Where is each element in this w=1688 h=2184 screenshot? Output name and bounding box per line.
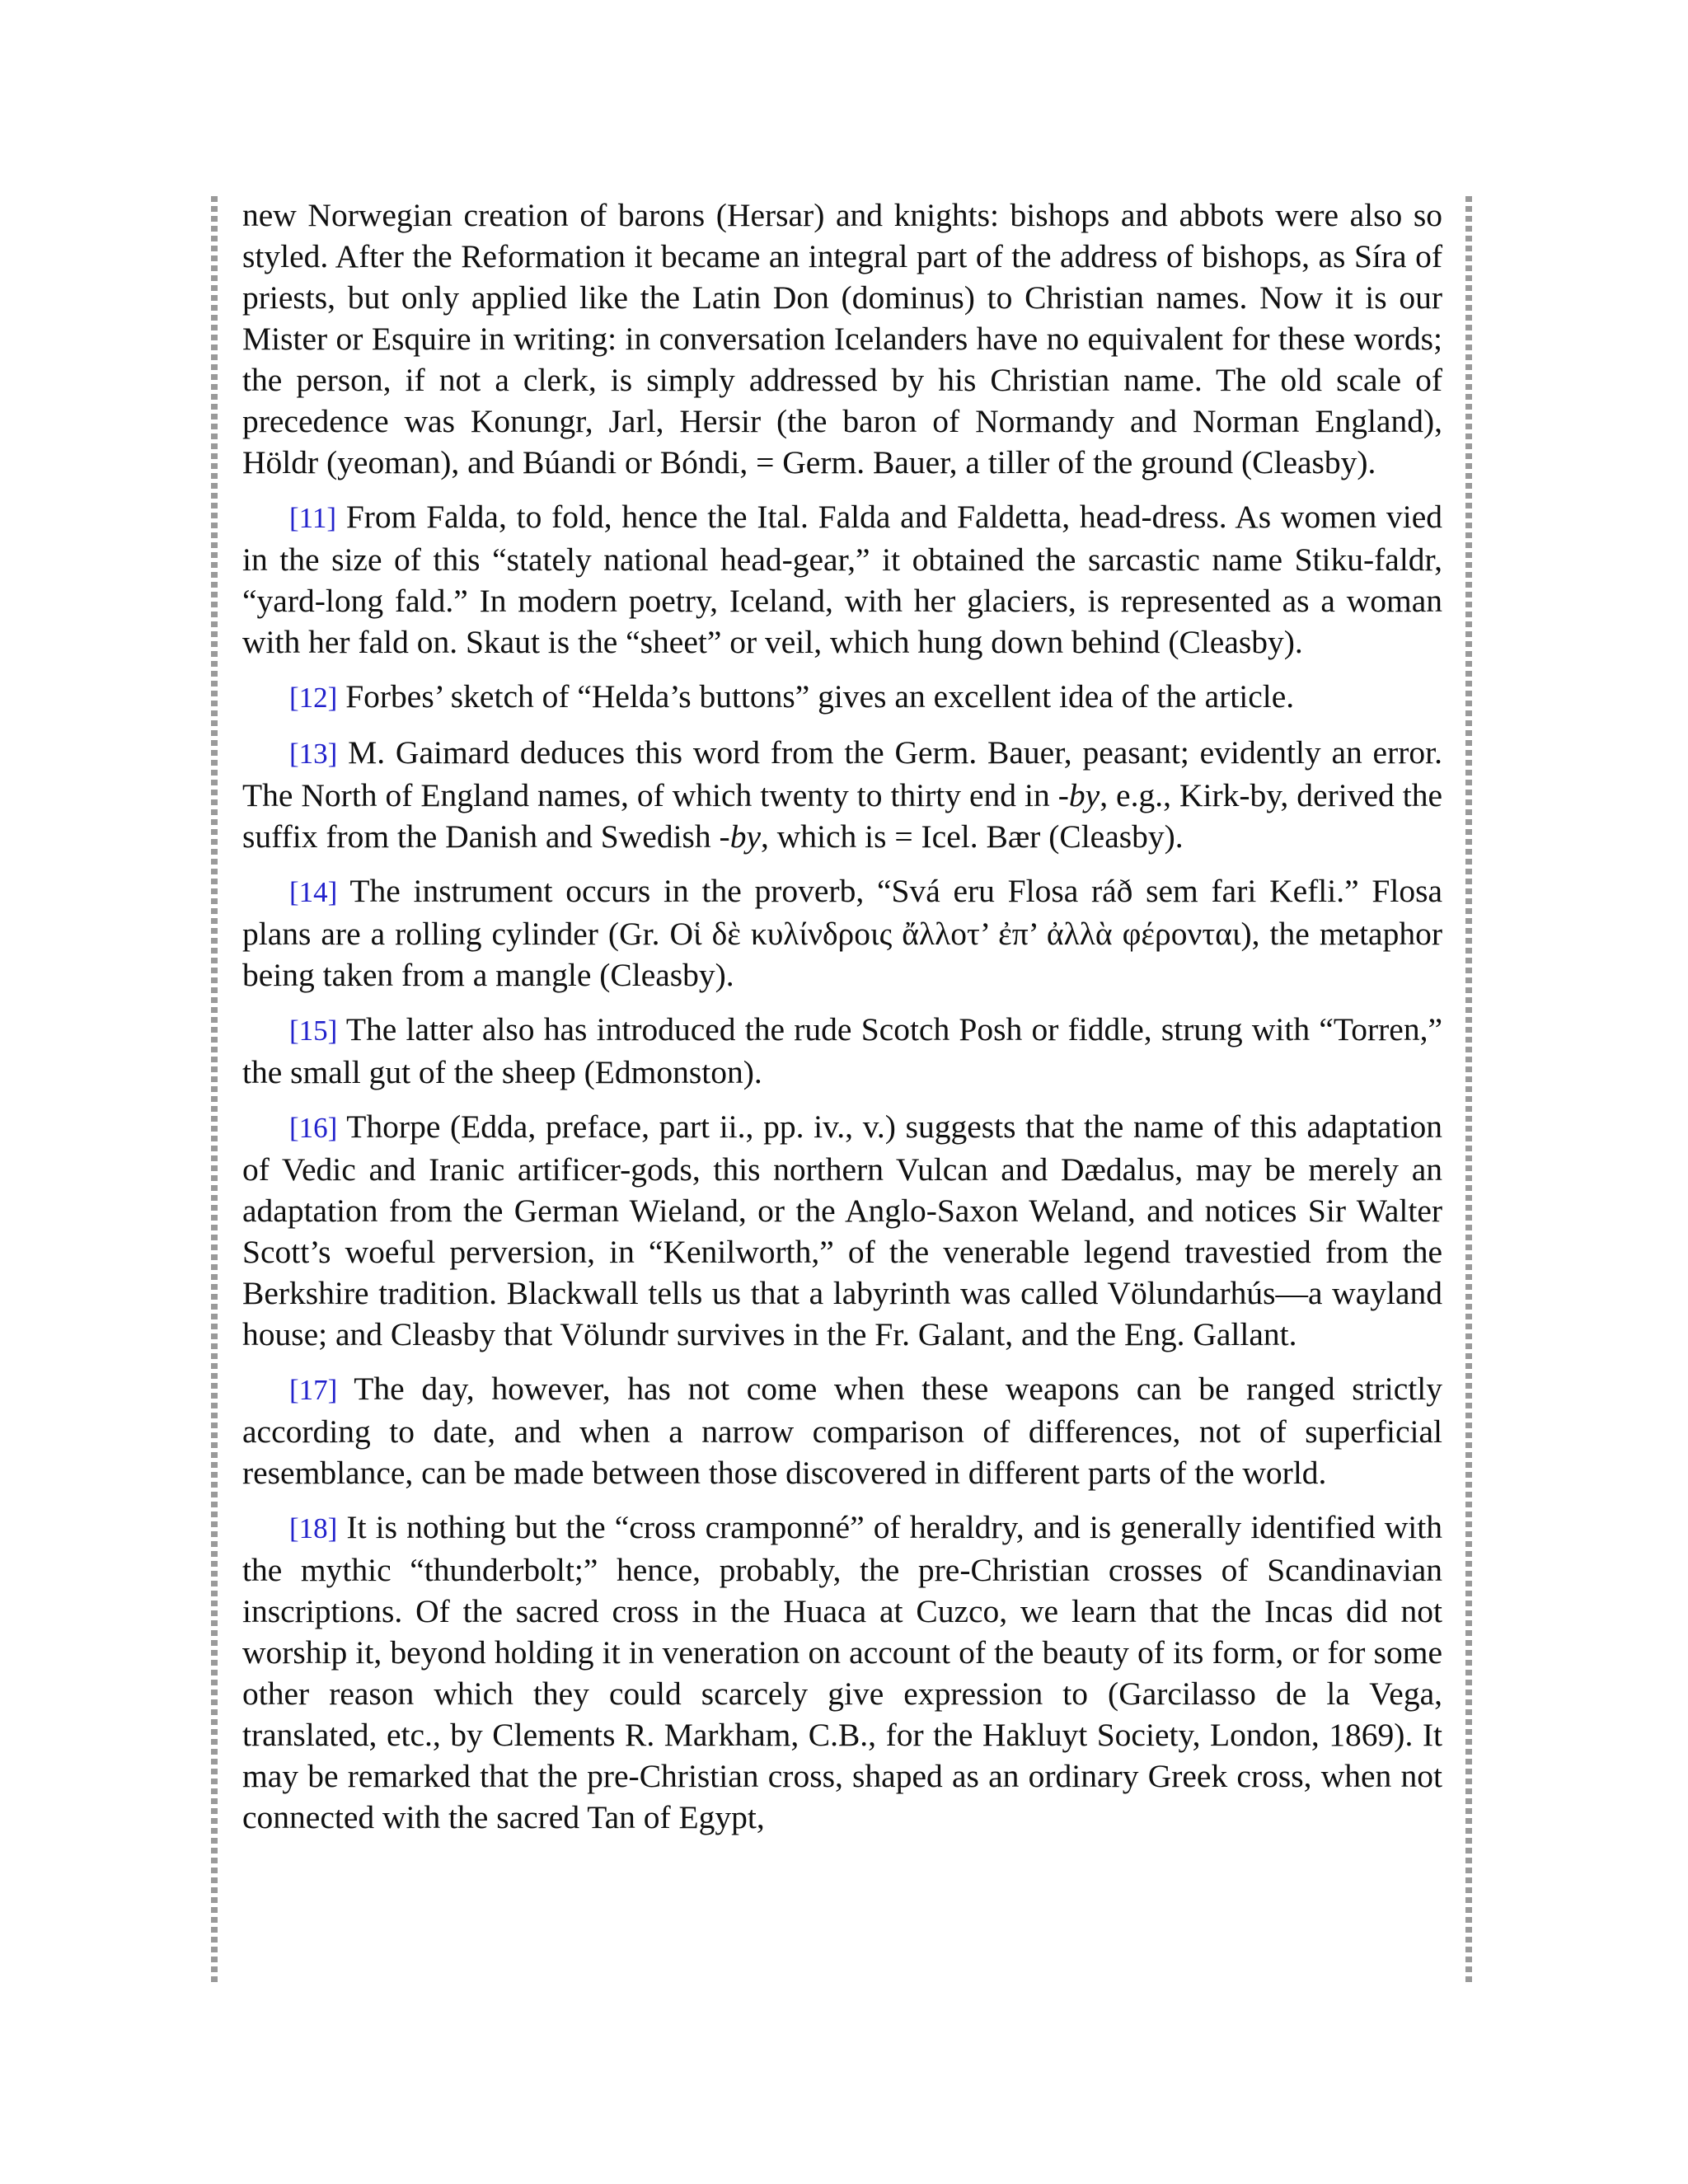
footnote-text: , e.g., Kirk-by, derived the suffix from the Danish and Swedish - [242,777,1442,855]
footnote-text: M. Gaimard deduces this word from the Germ. Bauer, peasant; evidently an error. The North of England names, of which twenty to thirty end in - [242,734,1442,813]
continuation-paragraph: new Norwegian creation of barons (Hersar) and knights: bishops and abbots were also so styled. After the Reformation it became an integral part of the address of bishops, as Síra of priests, but only applied like the Latin Don (dominus) to Christian names. Now it is our Mister or Esquire in writing: in conversation Icelanders have no equivalent for these words; the person, if not a clerk, is simply addressed by his Christian name. The old scale of precedence was Konungr, Jarl, Hersir (the baron of Normandy and Norman England), Höldr (yeoman), and Búandi or Bóndi, = Germ. Bauer, a tiller of the ground (Cleasby). [242,197,1442,480]
page-border-left [211,196,218,1986]
footnote-14 [242,870,1442,996]
page-border-right [1465,196,1472,1986]
italic-suffix: by [1068,777,1100,813]
footnote-11 [242,496,1442,663]
footnote-text: From Falda, to fold, hence the Ital. Falda and Faldetta, head-dress. As women vied in the size of this “stately national head-gear,” it obtained the sarcastic name Stiku-faldr, “yard-long fald.” In modern poetry, Iceland, with her glaciers, is represented as a woman with her fald on. Skaut is the “sheet” or veil, which hung down behind (Cleasby). [242,499,1443,660]
footnote-text: Forbes’ sketch of “Helda’s buttons” gives an excellent idea of the article. [345,678,1295,715]
footnote-16 [242,1106,1442,1355]
footnote-ref-13[interactable]: [13] [289,738,338,770]
footnote-12 [242,676,1442,719]
footnote-text: It is nothing but the “cross cramponné” of heraldry, and is generally identified with the mythic “thunderbolt;” hence, probably, the pre-Christian crosses of Scandinavian inscriptions. Of the sacred cross in the Huaca at Cuzco, we learn that the Incas did not worship it, beyond holding it in veneration on account of the beauty of its form, or for some other reason which they could scarcely give expression to (Garcilasso de la Vega, translated, etc., by Clements R. Markham, C.B., for the Hakluyt Society, London, 1869). It may be remarked that the pre-Christian cross, shaped as an ordinary Greek cross, when not connected with the sacred Tan of Egypt, [242,1509,1443,1835]
footnote-13 [242,732,1442,857]
footnote-ref-11[interactable]: [11] [289,502,337,534]
footnote-ref-16[interactable]: [16] [289,1112,338,1144]
footnote-text: , which is = Icel. Bær (Cleasby). [761,818,1184,855]
footnotes-body [242,194,1442,1851]
italic-suffix: by [729,818,761,855]
footnote-ref-15[interactable]: [15] [289,1015,338,1047]
footnote-text: The day, however, has not come when these weapons can be ranged strictly according to date, and when a narrow comparison of differences, not of superficial resemblance, can be made between those discovered in different parts of the world. [242,1371,1443,1491]
footnote-text: The latter also has introduced the rude Scotch Posh or fiddle, strung with “Torren,” the small gut of the sheep (Edmonston). [242,1011,1442,1090]
footnote-ref-17[interactable]: [17] [289,1374,338,1406]
footnote-17 [242,1368,1442,1493]
footnote-text: Thorpe (Edda, preface, part ii., pp. iv., v.) suggests that the name of this adaptation of Vedic and Iranic artificer-gods, this northern Vulcan and Dædalus, may be merely an adaptation from the German Wieland, or the Anglo-Saxon Weland, and notices Sir Walter Scott’s woeful perversion, in “Kenilworth,” of the venerable legend travestied from the Berkshire tradition. Blackwall tells us that a labyrinth was called Völundarhús—a wayland house; and Cleasby that Völundr survives in the Fr. Galant, and the Eng. Gallant. [242,1108,1442,1352]
footnote-text: The instrument occurs in the proverb, “Svá eru Flosa ráð sem fari Kefli.” Flosa plans are a rolling cylinder (Gr. Oἱ δὲ κυλίνδροις ἄλλοτ’ ἐπ’ ἀλλὰ φέρονται), the metaphor being taken from a mangle (Cleasby). [242,873,1442,993]
footnote-ref-12[interactable]: [12] [289,682,338,714]
footnote-15 [242,1009,1442,1093]
footnote-18 [242,1507,1442,1838]
footnote-ref-18[interactable]: [18] [289,1512,338,1544]
footnote-ref-14[interactable]: [14] [289,876,338,908]
